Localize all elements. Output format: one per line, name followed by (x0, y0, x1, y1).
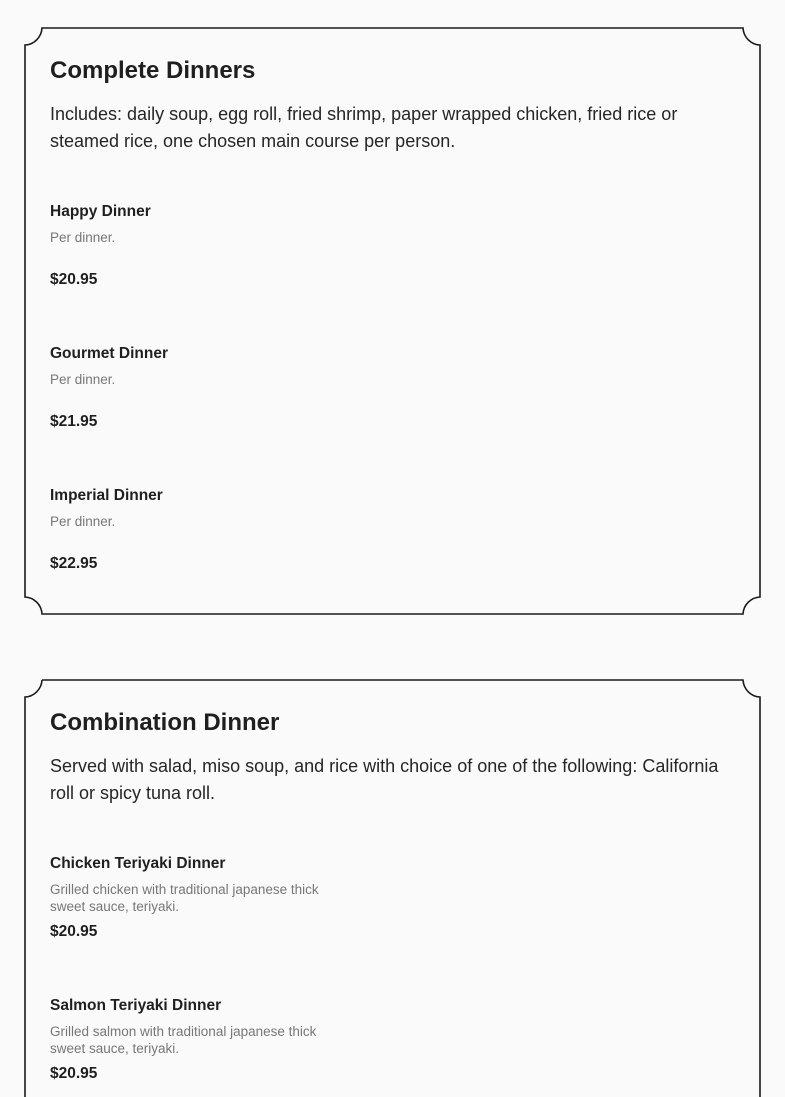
item-description: Grilled chicken with traditional japanese thick sweet sauce, teriyaki. (50, 882, 319, 914)
item-description: Per dinner. (50, 372, 116, 387)
item-name: Imperial Dinner (50, 487, 163, 504)
item-price: $20.95 (50, 923, 98, 940)
section-description: Served with salad, miso soup, and rice with choice of one of the following: California roll or spicy tuna roll. (50, 756, 719, 803)
item-price: $21.95 (50, 413, 98, 430)
item-name: Salmon Teriyaki Dinner (50, 997, 222, 1014)
item-price: $20.95 (50, 271, 98, 288)
menu-item[interactable] (50, 997, 350, 1082)
item-price: $22.95 (50, 555, 98, 572)
item-description: Grilled salmon with traditional japanese thick sweet sauce, teriyaki. (50, 1024, 317, 1056)
item-description: Per dinner. (50, 514, 116, 529)
item-name: Happy Dinner (50, 203, 151, 220)
menu-item[interactable] (50, 855, 350, 940)
section-title: Combination Dinner (50, 709, 280, 736)
menu-section-complete-dinners (24, 27, 761, 615)
item-description: Per dinner. (50, 230, 116, 245)
item-name: Gourmet Dinner (50, 345, 168, 362)
menu-item[interactable] (50, 487, 350, 572)
item-price: $20.95 (50, 1065, 98, 1082)
item-name: Chicken Teriyaki Dinner (50, 855, 226, 872)
section-description: Includes: daily soup, egg roll, fried shrimp, paper wrapped chicken, fried rice or steamed rice, one chosen main course per person. (50, 104, 678, 151)
menu-section-combination-dinner (24, 679, 761, 1097)
menu-item[interactable] (50, 345, 350, 430)
section-title: Complete Dinners (50, 57, 256, 84)
menu-item[interactable] (50, 203, 350, 288)
